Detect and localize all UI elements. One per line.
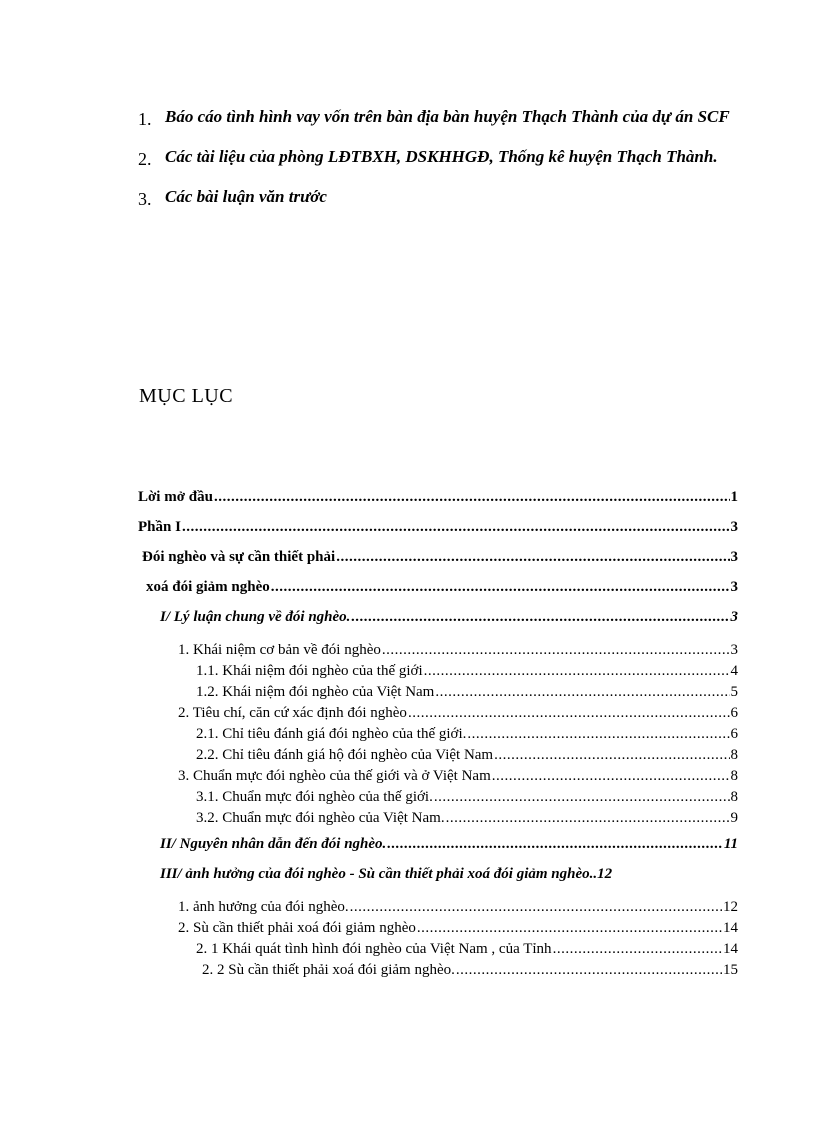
toc-entry-label: 2. Tiêu chí, căn cứ xác định đói nghèo	[178, 705, 407, 721]
toc-entry[interactable]	[138, 602, 738, 632]
toc-leader-dots	[271, 572, 730, 602]
toc-entry-label: 1.2. Khái niệm đói nghèo của Việt Nam	[196, 684, 435, 700]
toc-entry[interactable]	[138, 829, 738, 859]
toc-page-number: 14	[723, 920, 738, 936]
toc-entry[interactable]	[138, 960, 738, 981]
toc-entry-label: 2. 1 Khái quát tình hình đói nghèo của Việt Nam , của Tỉnh	[196, 941, 552, 957]
toc-entry-label: Đói nghèo và sự cần thiết phải	[142, 549, 336, 565]
toc-entry-label: 3.2. Chuẩn mực đói nghèo của Việt Nam.	[196, 810, 445, 826]
toc-entry-label: 1. Khái niệm cơ bản về đói nghèo	[178, 642, 381, 658]
toc-page-number: 3	[730, 519, 738, 535]
reference-text: Báo cáo tình hình vay vốn trên bàn địa bàn huyện Thạch Thành của dự án SCF	[165, 107, 730, 126]
toc-entry-label: xoá đói giảm nghèo	[146, 579, 270, 595]
toc-page-number: 11	[723, 836, 738, 852]
toc-page-number: 3	[730, 642, 738, 658]
toc-leader-dots	[182, 512, 730, 542]
toc-entry-label: Phần I	[138, 519, 181, 535]
toc-entry-label: II/ Nguyên nhân dẫn đến đói nghèo.	[160, 836, 387, 852]
toc-entry-label: 2.2. Chỉ tiêu đánh giá hộ đói nghèo của Việt Nam	[196, 747, 494, 763]
toc-page-number: 8	[730, 789, 738, 805]
toc-leader-dots	[382, 640, 730, 661]
toc-page-number: 5	[730, 684, 738, 700]
toc-leader-dots	[434, 787, 730, 808]
toc-entry[interactable]	[138, 512, 738, 542]
toc-leader-dots	[214, 482, 730, 512]
toc-entry-label: 1. ảnh hưởng của đói nghèo.	[178, 899, 349, 915]
toc-entry-label: 2. Sù cần thiết phải xoá đói giảm nghèo	[178, 920, 416, 936]
toc-entry[interactable]	[138, 939, 738, 960]
reference-number: 1.	[138, 109, 152, 129]
toc-entry[interactable]	[138, 724, 738, 745]
toc-entry[interactable]	[138, 640, 738, 661]
reference-item	[138, 98, 748, 138]
toc-entry-label: Lời mở đầu	[138, 489, 213, 505]
toc-leader-dots	[351, 602, 729, 632]
toc-page-number: 9	[730, 810, 738, 826]
reference-number: 3.	[138, 189, 152, 209]
toc-entry-label: 2. 2 Sù cần thiết phải xoá đói giảm nghèo.	[202, 962, 455, 978]
toc-entry[interactable]	[138, 859, 738, 889]
toc-leader-dots	[494, 745, 729, 766]
toc-entry-label: 1.1. Khái niệm đói nghèo của thế giới	[196, 663, 423, 679]
toc-page-number: 3	[730, 549, 738, 565]
toc-page-number: 3	[730, 609, 738, 625]
toc-entry-label: I/ Lý luận chung về đói nghèo.	[160, 609, 351, 625]
toc-leader-dots	[336, 542, 729, 572]
reference-item	[138, 178, 748, 218]
toc-leader-dots	[387, 829, 723, 859]
table-of-contents	[138, 482, 738, 981]
toc-entry[interactable]	[138, 703, 738, 724]
toc-entry[interactable]	[138, 766, 738, 787]
toc-page-number: 15	[723, 962, 738, 978]
toc-leader-dots	[408, 703, 730, 724]
toc-entry-label: III/ ảnh hưởng của đói nghèo - Sù cần thiết phải xoá đói giảm nghèo..	[160, 866, 598, 882]
reference-text: Các bài luận văn trước	[165, 187, 327, 206]
toc-leader-dots	[446, 808, 730, 829]
toc-leader-dots	[553, 939, 722, 960]
toc-entry[interactable]	[138, 482, 738, 512]
toc-page-number: 3	[730, 579, 738, 595]
toc-entry-label: 2.1. Chỉ tiêu đánh giá đói nghèo của thế giới.	[196, 726, 467, 742]
toc-page-number: 14	[723, 941, 738, 957]
toc-leader-dots	[417, 918, 722, 939]
reference-text: Các tài liệu của phòng LĐTBXH, DSKHHGĐ, Thống kê huyện Thạch Thành.	[165, 147, 718, 166]
toc-entry[interactable]	[138, 745, 738, 766]
toc-entry[interactable]	[138, 682, 738, 703]
reference-number: 2.	[138, 149, 152, 169]
toc-entry[interactable]	[138, 542, 738, 572]
toc-leader-dots	[456, 960, 722, 981]
toc-title: MỤC LỤC	[139, 385, 234, 407]
toc-leader-dots	[492, 766, 730, 787]
toc-entry[interactable]	[138, 897, 738, 918]
toc-entry-label: 3. Chuẩn mực đói nghèo của thế giới và ở Việt Nam	[178, 768, 491, 784]
toc-entry-label: 3.1. Chuẩn mực đói nghèo của thế giới.	[196, 789, 433, 805]
toc-page-number: 6	[730, 726, 738, 742]
toc-entry[interactable]	[138, 572, 738, 602]
reference-item	[138, 138, 748, 178]
toc-page-number: 8	[730, 747, 738, 763]
toc-entry[interactable]	[138, 808, 738, 829]
toc-page-number: 6	[730, 705, 738, 721]
toc-leader-dots	[350, 897, 722, 918]
toc-entry[interactable]	[138, 918, 738, 939]
toc-leader-dots	[435, 682, 729, 703]
toc-page-number: 4	[730, 663, 738, 679]
toc-page-number: 12	[723, 899, 738, 915]
toc-entry[interactable]	[138, 661, 738, 682]
reference-list	[138, 98, 748, 218]
toc-entry[interactable]	[138, 787, 738, 808]
toc-leader-dots	[467, 724, 729, 745]
toc-page-number: 1	[730, 489, 738, 505]
toc-page-number: 8	[730, 768, 738, 784]
toc-page-number: 12	[597, 866, 613, 882]
toc-leader-dots	[424, 661, 730, 682]
